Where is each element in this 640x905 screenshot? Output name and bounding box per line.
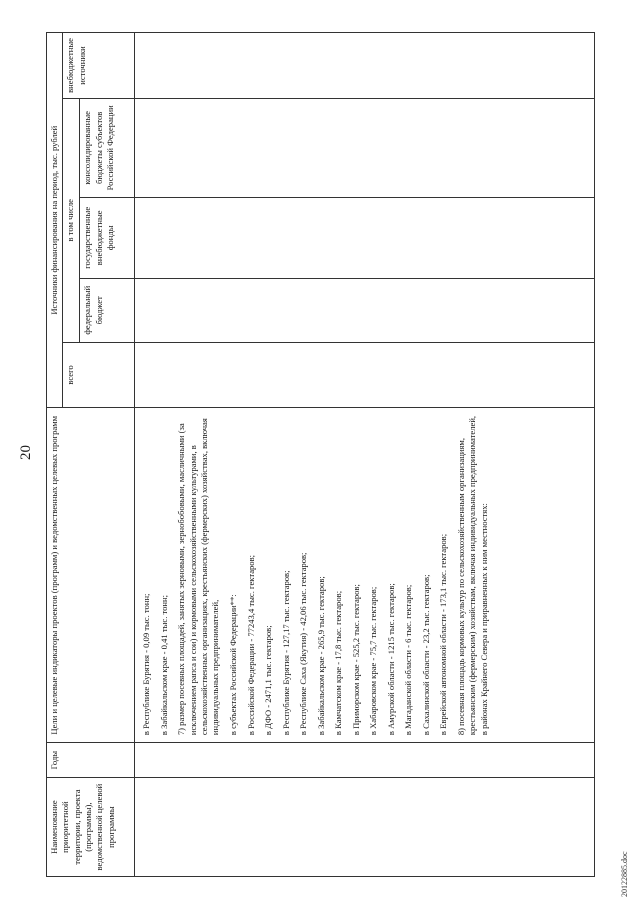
header-total: всего [63,342,135,408]
header-funding-title: Источники финансирования на период, тыс. рублей [47,33,63,408]
cell-regional [135,98,595,197]
header-goals: Цели и целевые индикаторы проектов (программ) и ведомственных целевых программ [47,408,135,743]
goal-line: 8) посевная площадь кормовых культур по сельскохозяйственным организациям, крестьянским (фермерским) хозяйствам, включая индивидуальных предпринимателей, в районах Крайнего Севера и приравненных к ним местностях: [455,415,489,736]
cell-name [135,778,595,877]
cell-years [135,743,595,778]
goal-line: 7) размер посевных площадей, занятых зерновыми, зернобобовыми, масличными (за исключением рапса и сои) и кормовыми сельскохозяйственными культурами, в сельскохозяйственных организациях, крестьянских (фермерских) хозяйствах, включая индивидуальных предпринимателей, [176,418,221,736]
header-name: Наименование приоритетной территории, проекта (программы), ведомственной целевой программы [47,778,135,877]
goal-line: в Хабаровском крае - 75,7 тыс. гектаров; [368,586,379,736]
goal-line: в Приморском крае - 525,2 тыс. гектаров; [350,584,361,736]
cell-extra [135,33,595,99]
goal-line: в Еврейской автономной области - 173,1 тыс. гектаров; [438,533,449,736]
header-state-funds: государственные внебюджетные фонды [80,197,135,278]
goal-line: в Республике Бурятия - 127,17 тыс. гектаров; [280,570,291,736]
page-number: 20 [18,445,34,460]
goal-line: в Забайкальском крае - 0,41 тыс. тонн; [158,594,169,736]
goal-line: в субъектах Российской Федерации**: [227,594,238,736]
goal-line: в Амурской области - 1215 тыс. гектаров; [385,583,396,736]
header-extra: внебюджетные источники [63,33,135,99]
goal-line: в Магаданской области - 6 тыс. гектаров; [403,584,414,736]
goal-line: в Российской Федерации - 77243,4 тыс. гектаров; [245,554,256,736]
header-federal: федеральный бюджет [80,278,135,342]
footer-filename: 20122885.doc [620,851,629,897]
cell-total [135,342,595,408]
goal-line: в Республике Саха (Якутия) - 42,06 тыс. гектаров; [298,552,309,736]
body-row [135,33,595,877]
goal-line: в ДФО - 2471,1 тыс. гектаров; [263,625,274,736]
goal-line: в Камчатском крае - 17,8 тыс. гектаров; [333,590,344,736]
header-in-that-number: в том числе [63,98,80,342]
goal-line: в Республике Бурятия - 0,09 тыс. тонн; [141,593,152,736]
cell-state-funds [135,197,595,278]
header-regional: консолидированные бюджеты субъектов Российской Федерации [80,98,135,197]
goals-list [137,411,490,739]
goal-line: в Забайкальском крае - 265,9 тыс. гектаров; [315,576,326,736]
goal-line: в Сахалинской области - 23,2 тыс. гектаров; [420,574,431,736]
header-years: Годы [47,743,135,778]
cell-federal [135,278,595,342]
header-row-1 [47,33,63,877]
cell-goals [135,408,595,743]
program-table [46,32,595,877]
